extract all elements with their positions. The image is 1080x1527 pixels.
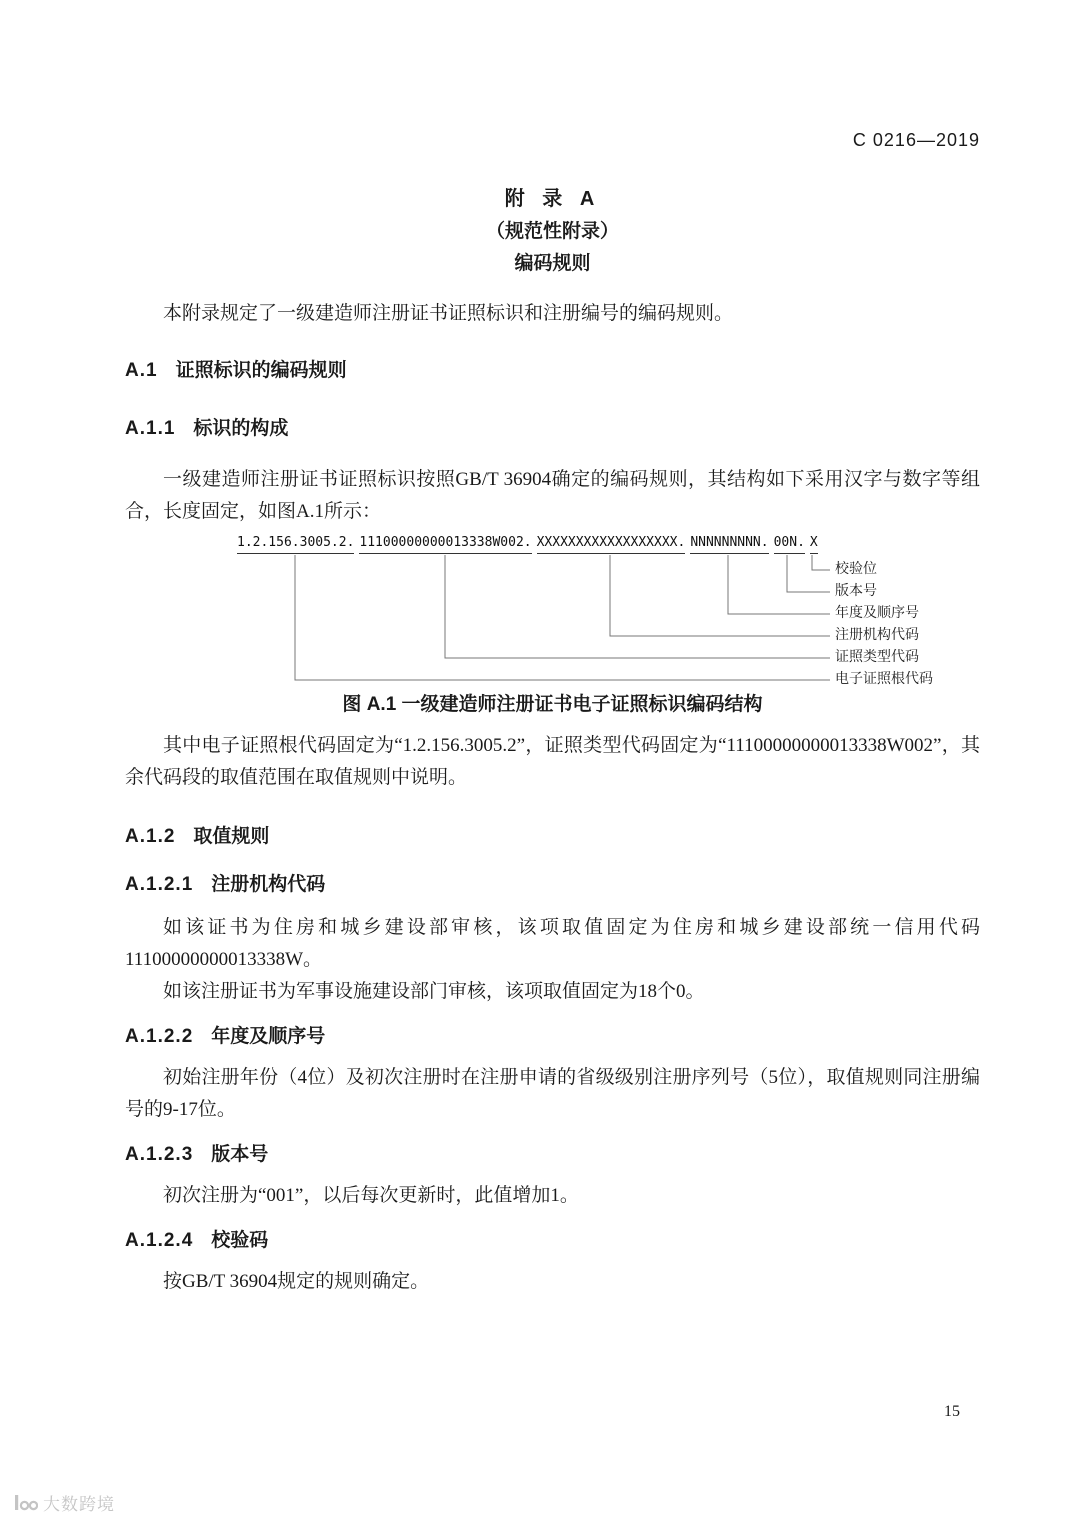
intro-paragraph: 本附录规定了一级建造师注册证书证照标识和注册编号的编码规则。 <box>163 303 734 324</box>
label-type-code: 证照类型代码 <box>835 650 919 665</box>
code-segment-check: X <box>810 534 818 554</box>
title-block <box>125 182 980 280</box>
heading-number: A.1.2 <box>125 826 176 847</box>
watermark-logo <box>14 1494 38 1511</box>
heading-text: 证照标识的编码规则 <box>175 360 347 381</box>
heading-number: A.1.2.1 <box>125 874 194 895</box>
code-segment-version: 00N. <box>774 534 805 554</box>
appendix-name: 编码规则 <box>514 253 591 274</box>
label-version: 版本号 <box>835 584 877 599</box>
figure-caption: 图 A.1 一级建造师注册证书电子证照标识编码结构 <box>342 694 763 715</box>
label-agency-code: 注册机构代码 <box>835 628 919 643</box>
heading-text: 版本号 <box>211 1144 269 1165</box>
paragraph-a124: 按GB/T 36904规定的规则确定。 <box>163 1271 430 1292</box>
watermark-text: 大数跨境 <box>43 1495 115 1514</box>
paragraph-a11: 一级建造师注册证书证照标识按照GB/T 36904确定的编码规则，其结构如下采用汉字与数字等组合，长度固定，如图A.1所示： <box>125 469 980 522</box>
heading-number: A.1.2.4 <box>125 1230 194 1251</box>
appendix-title: 附 录 A <box>504 188 601 210</box>
paragraph-a122: 初始注册年份（4位）及初次注册时在注册申请的省级级别注册序列号（5位），取值规则同注册编号的9-17位。 <box>125 1067 980 1120</box>
code-segment-type: 11100000000013338W002. <box>359 534 531 554</box>
heading-number: A.1.1 <box>125 418 176 439</box>
heading-text: 年度及顺序号 <box>211 1026 326 1047</box>
heading-a11 <box>125 414 980 444</box>
heading-number: A.1 <box>125 360 158 381</box>
heading-text: 标识的构成 <box>193 418 289 439</box>
paragraph-a123: 初次注册为“001”，以后每次更新时，此值增加1。 <box>163 1185 579 1206</box>
appendix-type: （规范性附录） <box>485 221 619 242</box>
paragraph-a121-2: 如该注册证书为军事设施建设部门审核，该项取值固定为18个0。 <box>163 981 705 1002</box>
code-segment-agency: XXXXXXXXXXXXXXXXXX. <box>537 534 686 554</box>
heading-number: A.1.2.3 <box>125 1144 194 1165</box>
heading-text: 注册机构代码 <box>211 874 326 895</box>
heading-text: 取值规则 <box>193 826 270 847</box>
label-root-code: 电子证照根代码 <box>835 672 933 687</box>
heading-a12 <box>125 822 980 852</box>
code-segment-root: 1.2.156.3005.2. <box>237 534 354 554</box>
label-year-sequence: 年度及顺序号 <box>835 606 919 621</box>
heading-a124 <box>125 1226 980 1256</box>
doc-number: C 0216—2019 <box>852 130 980 150</box>
heading-text: 校验码 <box>211 1230 269 1251</box>
code-segment-year-seq: NNNNNNNNN. <box>690 534 768 554</box>
heading-number: A.1.2.2 <box>125 1026 194 1047</box>
watermark <box>14 1490 115 1515</box>
heading-a121 <box>125 870 980 900</box>
paragraph-a121-1: 如该证书为住房和城乡建设部审核，该项取值固定为住房和城乡建设部统一信用代码11100000000013338W。 <box>125 917 980 970</box>
paragraph-figure-note: 其中电子证照根代码固定为“1.2.156.3005.2”，证照类型代码固定为“11100000000013338W002”，其余代码段的取值范围在取值规则中说明。 <box>125 735 980 788</box>
figure-a1-diagram <box>125 534 980 690</box>
heading-a123 <box>125 1140 980 1170</box>
heading-a1 <box>125 356 980 386</box>
label-check-digit: 校验位 <box>835 562 877 577</box>
heading-a122 <box>125 1022 980 1052</box>
page-number: 15 <box>944 1403 960 1420</box>
